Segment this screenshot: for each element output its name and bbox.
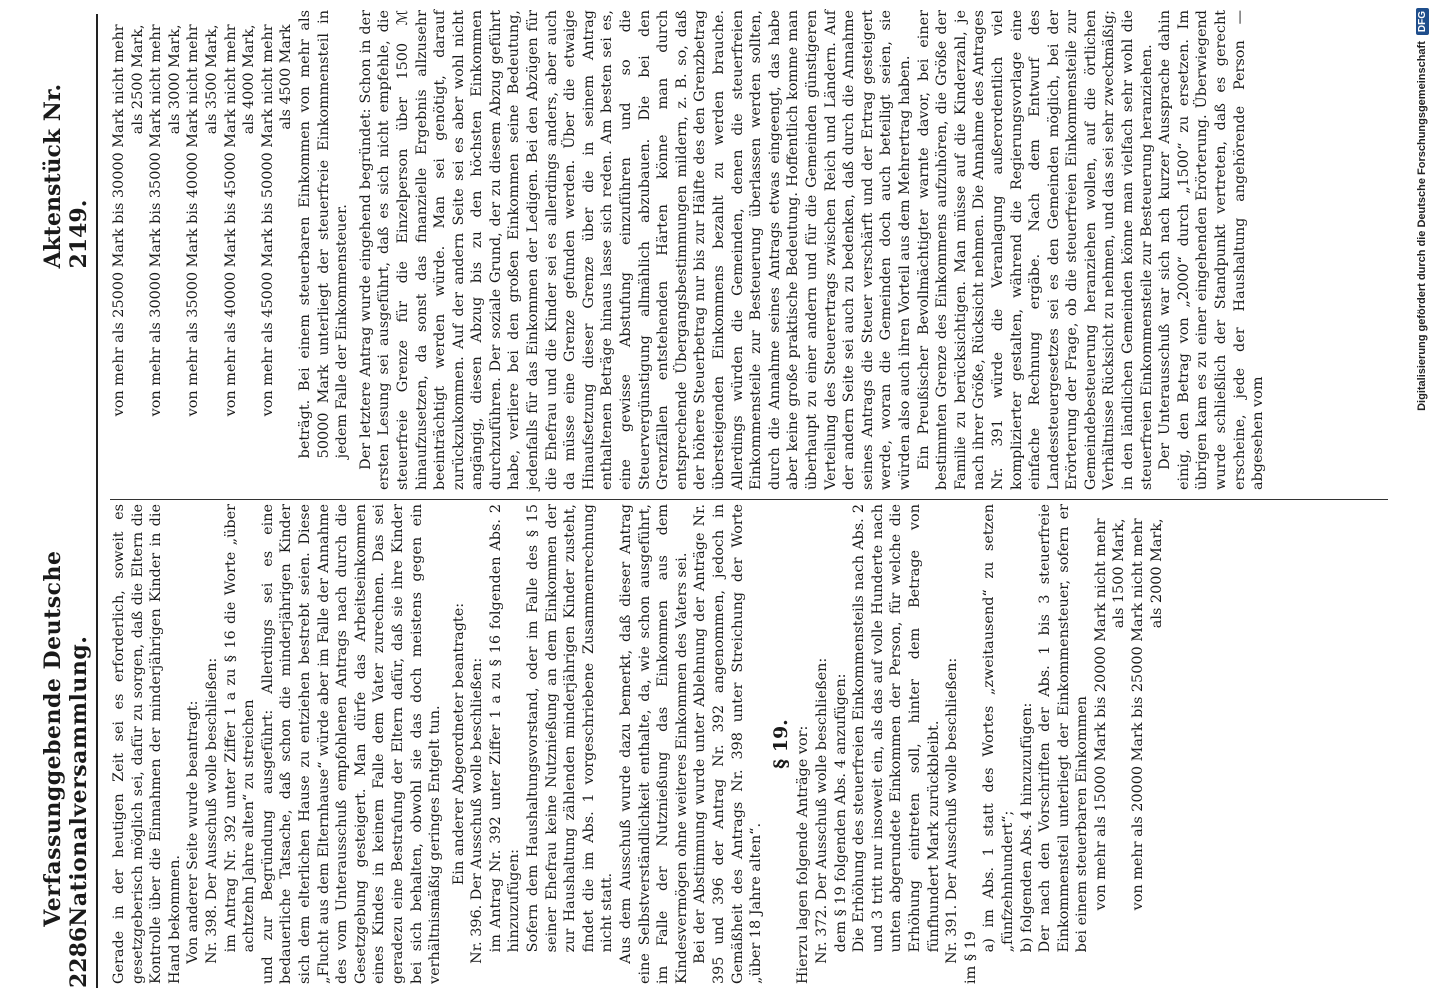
left-column [110, 504, 1390, 984]
text-paragraph: Bei der Abstimmung wurde unter Ablehnung der Anträge Nr. 395 und 396 der Antrag Nr. 392 angenommen, jedoch in Gemäßheit des Antrags Nr. 398 unter Streichung der Worte „über 18 Jahre alten“. [692, 504, 765, 984]
text-paragraph: von mehr als 45000 Mark bis 50000 Mark nicht mehr als 4500 Mark [259, 24, 295, 417]
text-paragraph: Nr. 398. Der Ausschuß wolle beschließen: [203, 657, 220, 964]
text-paragraph: im § 19 [962, 931, 979, 984]
text-paragraph: Die Erhöhung des steuerfreien Einkommensteils nach Abs. 2 und 3 tritt nur insoweit ein, als das auf volle Hunderte nach unten abgerundete Einkommen der Person, für welche die Erhöhung eintreten soll, hinter dem Betrage von fünfhundert Mark zurückbleibt. [851, 504, 942, 953]
text-paragraph: von mehr als 20000 Mark bis 25000 Mark nicht mehr als 2000 Mark, [1130, 518, 1165, 911]
text-paragraph: dem § 19 folgenden Abs. 4 anzufügen: [832, 673, 849, 953]
document-page [40, 6, 1398, 996]
text-paragraph: b) folgenden Abs. 4 hinzuzufügen: [1018, 702, 1035, 953]
right-column [110, 10, 1390, 490]
text-paragraph: im Antrag Nr. 392 unter Ziffer 1 a zu § 16 folgenden Abs. 2 hinzuzufügen: [487, 504, 523, 953]
page-number: 2286 [66, 926, 92, 988]
page-header [40, 14, 98, 988]
page-title: Verfassunggebende Deutsche Nationalversammlung. [40, 550, 92, 927]
dfg-logo: DFG [1416, 8, 1429, 35]
text-paragraph: Hierzu lagen folgende Anträge vor: [795, 725, 812, 984]
text-paragraph: Ein Preußischer Bevollmächtigter warnte davor, bei einer bestimmten Grenze des Einkommens aufzuhören, die Größe der Familie zu berücksichtigen. Man müsse auf die Kinderzahl, je nach ihrer Größe, Rücksicht nehmen. Die Annahme des Antrages Nr. 391 würde die Veranlagung außerordentlich viel komplizierter gestalten, während die Regierungsvorlage eine einfache Rechnung ergäbe. Nach dem Entwurf des Landessteuergesetzes sei es den Gemeinden möglich, bei der Erörterung der Frage, ob die steuerfreien Einkommensteile zur Gemeindebesteuerung heranziehen wollen, auf die örtlichen Verhältnisse Rücksicht zu nehmen, und das sei sehr zweckmäßig; in den ländlichen Gemeinden könne man vielfach sehr wohl die steuerfreien Einkommensteile zur Besteuerung heranziehen. [915, 10, 1155, 490]
text-paragraph: a) im Abs. 1 statt des Wortes „zweitausend“ zu setzen „fünfzehnhundert“; [981, 504, 1016, 953]
digitization-text: Digitalisierung gefördert durch die Deutsche Forschungsgemeinschaft [1416, 41, 1428, 411]
text-paragraph: von mehr als 15000 Mark bis 20000 Mark nicht mehr als 1500 Mark, [1092, 518, 1128, 911]
text-paragraph: beträgt. Bei einem steuerbaren Einkommen von mehr als 50000 Mark unterliegt der steuerfreie Einkommensteil in jedem Falle der Einkommensteuer. [296, 10, 351, 459]
text-paragraph: von mehr als 25000 Mark bis 30000 Mark nicht mehr als 2500 Mark, [111, 24, 146, 417]
text-paragraph: und zur Begründung ausgeführt: Allerdings sei es eine bedauerliche Tatsache, daß schon die minderjährigen Kinder sich dem elterlichen Hause zu entziehen bestrebt seien. Diese „Flucht aus dem Elternhause“ würde aber im Falle der Annahme des vom Unterausschuß empfohlenen Antrags nach durch die Gesetzgebung gesteigert. Man dürfe das Arbeitseinkommen eines Kindes in keinem Falle dem Vater zurechnen. Das sei geradezu eine Bestrafung der Eltern dafür, daß sie ihre Kinder bei sich behalten, obwohl sie das doch meistens gegen ein verhältnismäßig geringes Entgelt tun. [259, 504, 444, 984]
text-paragraph: im Antrag Nr. 392 unter Ziffer 1 a zu § 16 die Worte „über achtzehn Jahre alten“ zu streichen [222, 504, 258, 953]
text-paragraph: Der Unterausschuß war sich nach kurzer Aussprache dahin einig, den Betrag von „2000“ durch „1500“ zu ersetzen. Im übrigen kam es zu einer eingehenden Erörterung. Überwiegend wurde schließlich der Standpunkt vertreten, daß es gerecht erscheine, jede der Haushaltung angehörende Person — abgesehen vom [1157, 10, 1267, 490]
text-paragraph: von mehr als 35000 Mark bis 40000 Mark nicht mehr als 3500 Mark, [185, 24, 220, 417]
text-paragraph: Nr. 372. Der Ausschuß wolle beschließen: [813, 657, 830, 964]
text-paragraph: Sofern dem Haushaltungsvorstand, oder im Falle des § 15 seiner Ehefrau keine Nutznießung an dem Einkommen der zur Haushaltung zählenden minderjährigen Kinder zusteht, findet die im Abs. 1 vorgeschriebene Zusammenrechnung nicht statt. [525, 504, 616, 953]
text-paragraph: Von anderer Seite wurde beantragt: [185, 700, 202, 964]
text-paragraph: Der letztere Antrag wurde eingehend begründet: Schon in der ersten Lesung sei ausgeführt, daß es sich nicht empfehle, die steuerfreie Grenze für die Einzelperson über 1500 ℳ hinaufzusetzen, da sonst das finanzielle Ergebnis allzusehr beeinträchtigt werden würde. Man sei genötigt, darauf zurückzukommen. Auf der andern Seite sei es aber wohl nicht angängig, diesen Abzug bis zu den höchsten Einkommen durchzuführen. Der soziale Grund, der zu diesem Abzug geführt habe, verliere bei den großen Einkommen seine Bedeutung, jedenfalls für das Einkommen der Ledigen. Bei den Abzügen für die Ehefrau und die Kinder sei es allerdings anders, aber auch da müsse eine Grenze gefunden werden. Über die etwaige Hinaufsetzung dieser Grenze über die in seinem Antrag enthaltenen Beträge hinaus lasse sich reden. Am besten sei es, eine gewisse Abstufung einzuführen und so die Steuervergünstigung allmählich abzubauen. Die bei den Grenzfällen entstehenden Härten könne man durch entsprechende Übergangsbestimmungen mildern, z. B. so, daß der höhere Steuerbetrag nur bis zur Hälfte des den Grenzbetrag übersteigenden Einkommens bezahlt zu werden brauche. Allerdings würden die Gemeinden, denen die steuerfreien Einkommensteile zur Besteuerung überlassen werden sollten, durch die Annahme seines Antrags etwas eingeengt, das habe aber keine große praktische Bedeutung. Hoffentlich komme man überhaupt zu einer andern und für die Gemeinden günstigeren Verteilung des Steuerertrags zwischen Reich und Ländern. Auf der andern Seite sei auch zu bedenken, daß durch die Annahme seines Antrags die Steuer verschärft und der Ertrag gesteigert werde, woran die Gemeinden doch auch beteiligt seien, sie würden also auch ihren Vorteil aus dem Mehrertrag haben. [357, 10, 913, 490]
column-divider [110, 499, 1388, 500]
document-reference: Aktenstück Nr. 2149. [40, 83, 92, 269]
text-paragraph: Der nach den Vorschriften der Abs. 1 bis 3 steuerfreie Einkommensteil unterliegt der Einkommensteuer, sofern er bei einem steuerbaren Einkommen [1037, 504, 1091, 953]
rotated-page-content [40, 6, 1398, 996]
text-paragraph: Aus dem Ausschuß wurde dazu bemerkt, daß dieser Antrag eine Selbstverständlichkeit enthalte, da, wie schon ausgeführt, im Falle der Nutznießung das Einkommen aus dem Kindesvermögen ohne weiteres Einkommen des Vaters sei. [618, 504, 690, 984]
text-paragraph: Gerade in der heutigen Zeit sei es erforderlich, soweit es gesetzgeberisch möglich sei, dafür zu sorgen, daß die Eltern die Kontrolle über die Einnahmen der minderjährigen Kinder in die Hand bekommen. [111, 504, 183, 984]
section-heading: § 19. [769, 719, 792, 769]
text-paragraph: Nr. 396. Der Ausschuß wolle beschließen: [469, 657, 486, 964]
digitization-note [1405, 8, 1431, 992]
text-paragraph: von mehr als 40000 Mark bis 45000 Mark nicht mehr als 4000 Mark, [222, 24, 258, 417]
text-paragraph: Nr. 391. Der Ausschuß wolle beschließen: [944, 657, 961, 964]
text-paragraph: von mehr als 30000 Mark bis 35000 Mark nicht mehr als 3000 Mark, [148, 24, 183, 417]
text-paragraph: Ein anderer Abgeordneter beantragte: [450, 602, 467, 886]
